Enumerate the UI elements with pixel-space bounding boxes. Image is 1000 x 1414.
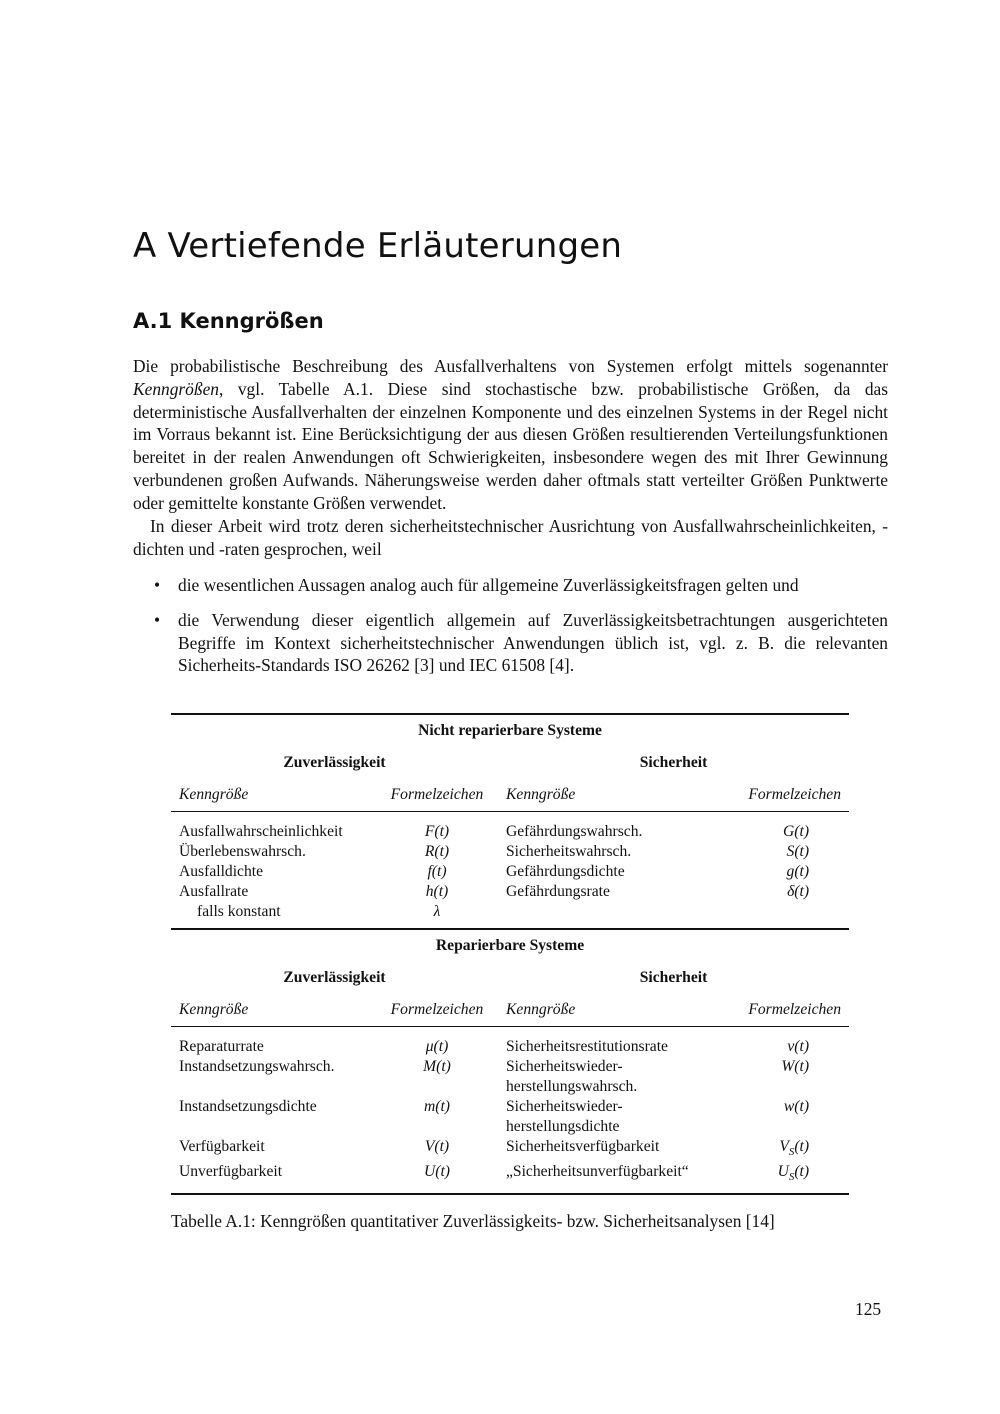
column-header: Kenngröße <box>179 786 249 803</box>
table-cell-quantity: Verfügbarkeit <box>179 1138 265 1155</box>
page-number: 125 <box>855 1299 882 1319</box>
table-cell-quantity: Gefährdungswahrsch. <box>498 812 724 843</box>
emphasis-kenngroessen: Kenngrößen <box>133 378 219 399</box>
bullet-icon: • <box>154 575 161 595</box>
table-cell-symbol: δ(t) <box>787 883 810 900</box>
table-group-repairable <box>171 929 849 1194</box>
group-title: Reparierbare Systeme <box>171 929 849 958</box>
chapter-title: A Vertiefende Erläuterungen <box>133 226 623 266</box>
section-title: A.1 Kenngrößen <box>133 309 324 333</box>
table-cell-symbol: ν(t) <box>724 1027 849 1058</box>
table-cell-quantity: Sicherheitswieder- herstellungsdichte <box>506 1098 623 1135</box>
table-cell-symbol: m(t) <box>424 1098 450 1115</box>
table-cell-quantity: Ausfalldichte <box>179 863 264 880</box>
table-cell-symbol: h(t) <box>425 883 449 900</box>
subgroup-safety: Sicherheit <box>639 754 708 771</box>
table-cell-symbol: w(t) <box>783 1098 810 1115</box>
bullet-item-text: die wesentlichen Aussagen analog auch für allgemeine Zuverlässigkeitsfragen gelten und <box>178 575 799 595</box>
table-cell-quantity: Ausfallwahrscheinlichkeit <box>171 812 376 843</box>
table-cell-quantity: Sicherheitsrestitutionsrate <box>498 1027 724 1058</box>
table-cell-symbol: M(t) <box>423 1058 451 1075</box>
column-header: Formelzeichen <box>748 786 842 803</box>
paragraph-intro-text-b: , vgl. Tabelle A.1. Diese sind stochastische bzw. probabilistische Größen, da das deterministische Ausfallverhalten der einzelnen Komponente und des einzelnen Systems in der Regel nicht im Vorraus bekannt ist. Eine Berücksichtigung der aus diesen Größen resultierenden Verteilungsfunktionen bereitet in der realen Anwendungen oft Schwierigkeiten, insbesondere wegen des mit Ihrer Gewinnung verbundenen großen Aufwands. Näherungsweise werden daher oftmals statt verteilter Größen Punktwerte oder gemittelte konstante Größen verwendet. <box>133 378 888 513</box>
table-cell-quantity: Sicherheitswahrsch. <box>506 843 632 860</box>
table-cell-symbol: $V_S(t)$ <box>779 1138 810 1159</box>
table-cell-quantity: Unverfügbarkeit <box>171 1162 376 1194</box>
table-cell-symbol: U(t) <box>376 1162 498 1194</box>
table-cell-symbol: λ <box>376 902 498 929</box>
table-cell-symbol: g(t) <box>786 863 810 880</box>
kenngroessen-table <box>171 713 849 1195</box>
table-cell-quantity: Ausfallrate <box>179 883 249 900</box>
table-cell-symbol: V(t) <box>424 1138 450 1155</box>
table-cell-symbol: W(t) <box>781 1058 810 1075</box>
subgroup-reliability: Zuverlässigkeit <box>283 754 386 771</box>
table-group-non-repairable <box>171 714 849 929</box>
subgroup-reliability: Zuverlässigkeit <box>283 969 386 986</box>
table-row <box>171 812 849 843</box>
column-header: Kenngröße <box>506 1001 576 1018</box>
column-header: Formelzeichen <box>390 786 484 803</box>
column-header: Formelzeichen <box>390 1001 484 1018</box>
table-cell-quantity: Sicherheitsverfügbarkeit <box>506 1138 660 1155</box>
table-caption: Tabelle A.1: Kenngrößen quantitativer Zuverlässigkeits- bzw. Sicherheitsanalysen [14] <box>171 1211 775 1231</box>
table-row <box>171 1057 849 1097</box>
table-cell-quantity: Überlebenswahrsch. <box>179 843 306 860</box>
table-cell-quantity: Gefährdungsdichte <box>506 863 625 880</box>
column-header: Kenngröße <box>506 786 576 803</box>
table-cell-symbol: $U_S(t)$ <box>724 1162 849 1194</box>
paragraph-intro <box>133 355 888 515</box>
table-row <box>171 902 849 929</box>
table-cell-quantity: Instandsetzungswahrsch. <box>179 1058 335 1075</box>
table-row <box>171 842 849 862</box>
table-cell-quantity: Instandsetzungsdichte <box>179 1098 317 1115</box>
table-cell-symbol: S(t) <box>786 843 810 860</box>
bullet-icon: • <box>154 609 161 630</box>
table-cell-symbol <box>724 902 849 929</box>
column-header: Formelzeichen <box>748 1001 842 1018</box>
subgroup-safety: Sicherheit <box>639 969 708 986</box>
table-cell-symbol: μ(t) <box>376 1027 498 1058</box>
bullet-item <box>133 574 888 597</box>
table-row <box>171 1097 849 1137</box>
table-row <box>171 1027 849 1058</box>
bullet-item-text: die Verwendung dieser eigentlich allgemein auf Zuverlässigkeitsbetrachtungen ausgerichteten Begriffe im Kontext sicherheitstechnischer Anwendungen üblich ist, vgl. z. B. die relevanten Sicherheits-Standards ISO 26262 [3] und IEC 61508 [4]. <box>178 609 888 676</box>
table-cell-symbol: R(t) <box>424 843 450 860</box>
table-cell-symbol: f(t) <box>427 863 447 880</box>
paragraph-intro-text-a: Die probabilistische Beschreibung des Ausfallverhaltens von Systemen erfolgt mittels sogenannter <box>133 356 888 376</box>
table-cell-quantity: „Sicherheitsunverfügbarkeit“ <box>498 1162 724 1194</box>
paragraph-reasoning: In dieser Arbeit wird trotz deren sicherheitstechnischer Ausrichtung von Ausfallwahrscheinlichkeiten, -dichten und -raten gesprochen, weil <box>133 516 888 559</box>
table-row <box>171 862 849 882</box>
table-row <box>171 1137 849 1162</box>
table-cell-quantity: Gefährdungsrate <box>506 883 610 900</box>
table-cell-symbol: F(t) <box>376 812 498 843</box>
group-title: Nicht reparierbare Systeme <box>171 714 849 743</box>
table-cell-quantity: Reparaturrate <box>171 1027 376 1058</box>
table-row <box>171 1162 849 1194</box>
bullet-item <box>133 609 888 677</box>
table-cell-quantity: falls konstant <box>171 902 376 929</box>
table-cell-symbol: G(t) <box>724 812 849 843</box>
table-cell-quantity: Sicherheitswieder- herstellungswahrsch. <box>506 1058 638 1095</box>
table-row <box>171 882 849 902</box>
table-cell-quantity <box>498 902 724 929</box>
column-header: Kenngröße <box>179 1001 249 1018</box>
bullet-list <box>133 574 888 677</box>
